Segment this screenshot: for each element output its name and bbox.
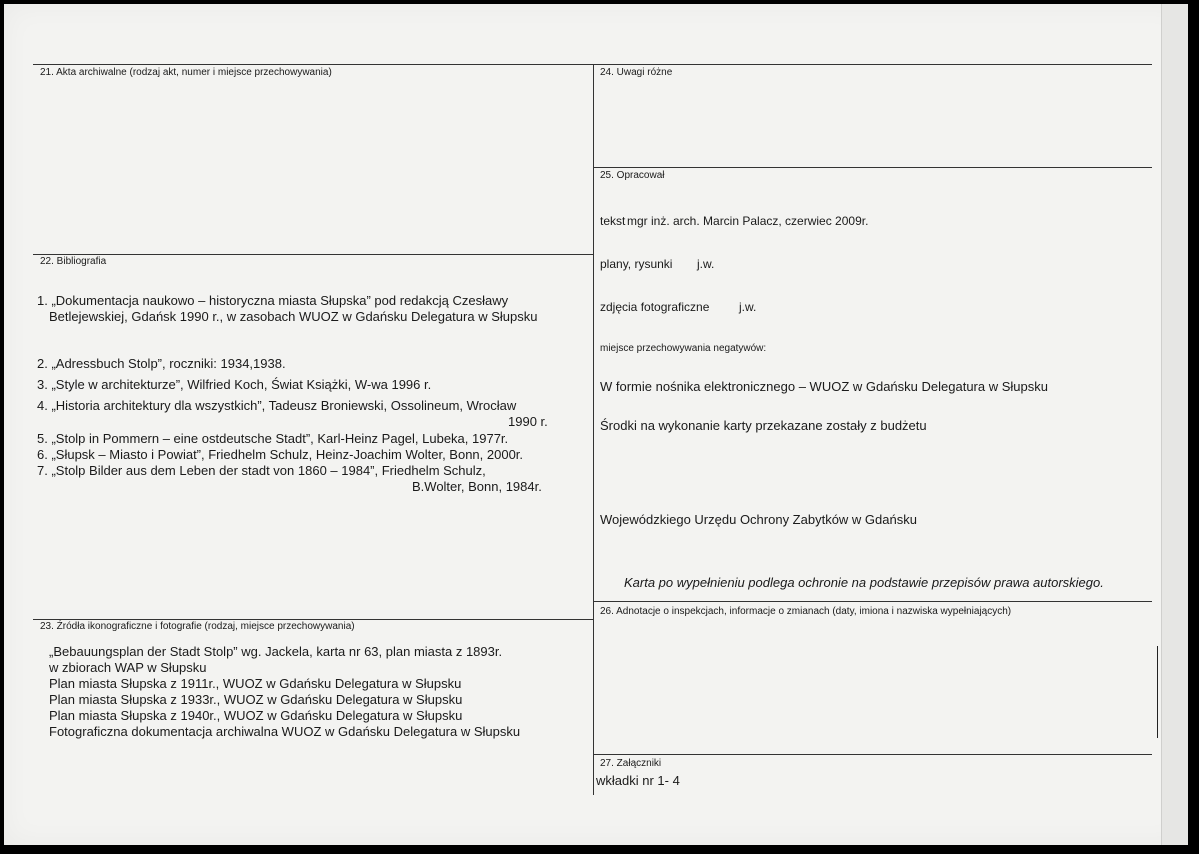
bibliography-item: 5. „Stolp in Pommern – eine ostdeutsche Stadt”, Karl-Heinz Pagel, Lubeka, 1977r. [37,431,509,446]
center-divider [593,64,594,795]
bibliography-item: B.Wolter, Bonn, 1984r. [412,479,542,494]
urzad-text: Wojewódzkiego Urzędu Ochrony Zabytków w Gdańsku [600,512,917,527]
section-22-label: 22. Bibliografia [40,256,107,267]
iconography-line: w zbiorach WAP w Słupsku [49,660,207,675]
bibliography-item: 1. „Dokumentacja naukowo – historyczna miasta Słupska” pod redakcją Czesławy [37,293,509,308]
bibliography-item: 4. „Historia architektury dla wszystkich”, Tadeusz Broniewski, Ossolineum, Wrocław [37,398,517,413]
plany-value: j.w. [697,257,715,271]
iconography-line: Plan miasta Słupska z 1933r., WUOZ w Gdańsku Delegatura w Słupsku [49,692,463,707]
copyright-notice: Karta po wypełnieniu podlega ochronie na podstawie przepisów prawa autorskiego. [624,575,1104,590]
zdjecia-value: j.w. [739,300,757,314]
bibliography-item: 6. „Słupsk – Miasto i Powiat”, Friedhelm Schulz, Heinz-Joachim Wolter, Bonn, 2000r. [37,447,524,462]
iconography-line: Fotograficzna dokumentacja archiwalna WUOZ w Gdańsku Delegatura w Słupsku [49,724,521,739]
bibliography-item: 3. „Style w architekturze”, Wilfried Koch, Świat Książki, W-wa 1996 r. [37,377,432,392]
rule-23 [33,619,593,620]
form-sheet [4,4,1188,845]
rule-25 [594,167,1152,168]
bibliography-item: 2. „Adressbuch Stolp”, roczniki: 1934,1938. [37,356,286,371]
rule-22 [33,254,593,255]
iconography-line: „Bebauungsplan der Stadt Stolp” wg. Jackela, karta nr 63, plan miasta z 1893r. [49,644,503,659]
section-21-label: 21. Akta archiwalne (rodzaj akt, numer i miejsce przechowywania) [40,67,332,78]
plany-label: plany, rysunki [600,257,673,271]
rule-27 [594,754,1152,755]
iconography-line: Plan miasta Słupska z 1911r., WUOZ w Gdańsku Delegatura w Słupsku [49,676,462,691]
section-25-label: 25. Opracował [600,170,665,181]
paper-edge [1161,4,1188,845]
rule-26 [594,601,1152,602]
section-23-label: 23. Źródła ikonograficzne i fotografie (rodzaj, miejsce przechowywania) [40,621,355,632]
iconography-line: Plan miasta Słupska z 1940r., WUOZ w Gdańsku Delegatura w Słupsku [49,708,463,723]
bibliography-item: 1990 r. [508,414,548,429]
bibliography-item: 7. „Stolp Bilder aus dem Leben der stadt von 1860 – 1984”, Friedhelm Schulz, [37,463,486,478]
attachments-value: wkładki nr 1- 4 [596,773,680,788]
section-27-label: 27. Załączniki [600,758,662,769]
tekst-value: mgr inż. arch. Marcin Palacz, czerwiec 2009r. [627,214,869,228]
section-26-label: 26. Adnotacje o inspekcjach, informacje o zmianach (daty, imiona i nazwiska wypełniających) [600,606,1012,617]
srodki-text: Środki na wykonanie karty przekazane zostały z budżetu [600,418,927,433]
tekst-label: tekst [600,214,626,228]
margin-mark [1157,646,1158,738]
bibliography-item: Betlejewskiej, Gdańsk 1990 r., w zasobach WUOZ w Gdańsku Delegatura w Słupsku [49,309,538,324]
zdjecia-label: zdjęcia fotograficzne [600,300,710,314]
negatywy-value: W formie nośnika elektronicznego – WUOZ w Gdańsku Delegatura w Słupsku [600,379,1048,394]
section-24-label: 24. Uwagi różne [600,67,673,78]
negatywy-label: miejsce przechowywania negatywów: [600,343,767,354]
